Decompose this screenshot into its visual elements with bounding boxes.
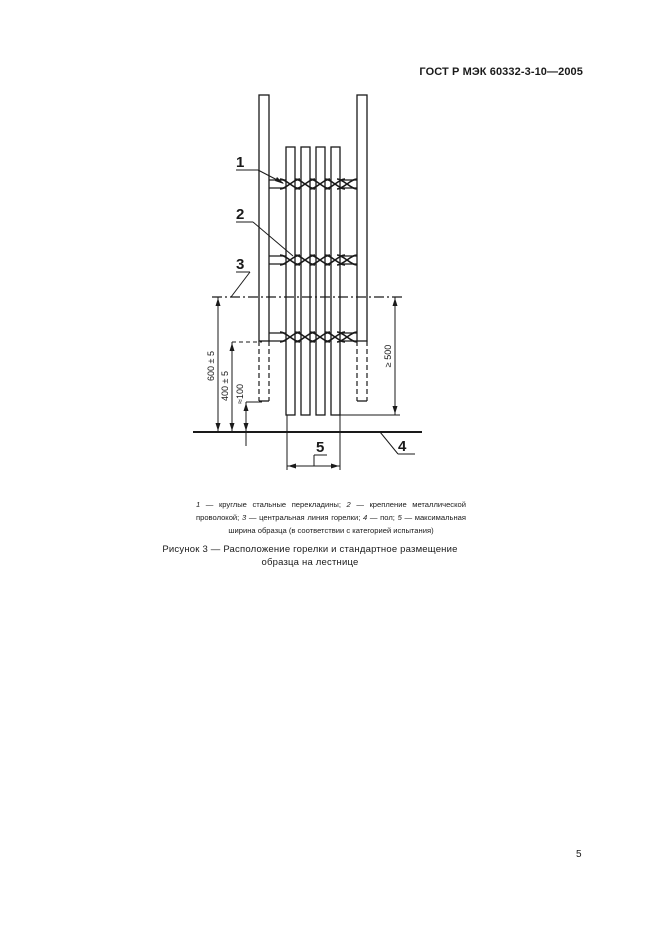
- legend-num-4: 4: [363, 513, 368, 522]
- callout-1: 1: [236, 154, 245, 171]
- legend-num-3: 3: [241, 513, 247, 522]
- legend-text-2: — крепление металлической проволокой;: [196, 500, 466, 522]
- legend-num-1: 1: [196, 500, 201, 509]
- caption-line-2: образца на лестнице: [261, 557, 359, 568]
- ladder-rungs: [269, 180, 357, 341]
- callout-5: 5: [316, 439, 325, 456]
- callout-2: 2: [236, 206, 245, 223]
- legend-text-4: — пол;: [367, 513, 398, 522]
- caption-line-1: Рисунок 3 — Расположение горелки и стандартное размещение: [162, 544, 458, 555]
- ladder-rails: [259, 95, 367, 341]
- legend-text-3: — центральная линия горелки;: [246, 513, 364, 522]
- figure-legend: [196, 498, 466, 537]
- dimension-100: ≈100: [235, 384, 245, 404]
- legend-num-2: 2: [346, 500, 351, 509]
- standard-header: ГОСТ Р МЭК 60332-3-10—2005: [419, 66, 583, 78]
- dimension-500: ≥ 500: [383, 344, 393, 368]
- dimension-400: 400 ± 5: [220, 371, 230, 401]
- legend-num-5: 5: [397, 513, 402, 522]
- legend-text-5: — максимальная ширина образца (в соответствии с категорией испытания): [228, 513, 466, 535]
- ladder-rails-lower-dashed: [259, 341, 367, 401]
- figure-caption: [150, 543, 470, 569]
- legend-text-1: — круглые стальные перекладины;: [200, 500, 347, 509]
- page-number: 5: [576, 849, 582, 860]
- callout-4: 4: [398, 438, 407, 455]
- callout-3: 3: [236, 256, 245, 273]
- dimension-600: 600 ± 5: [206, 351, 216, 381]
